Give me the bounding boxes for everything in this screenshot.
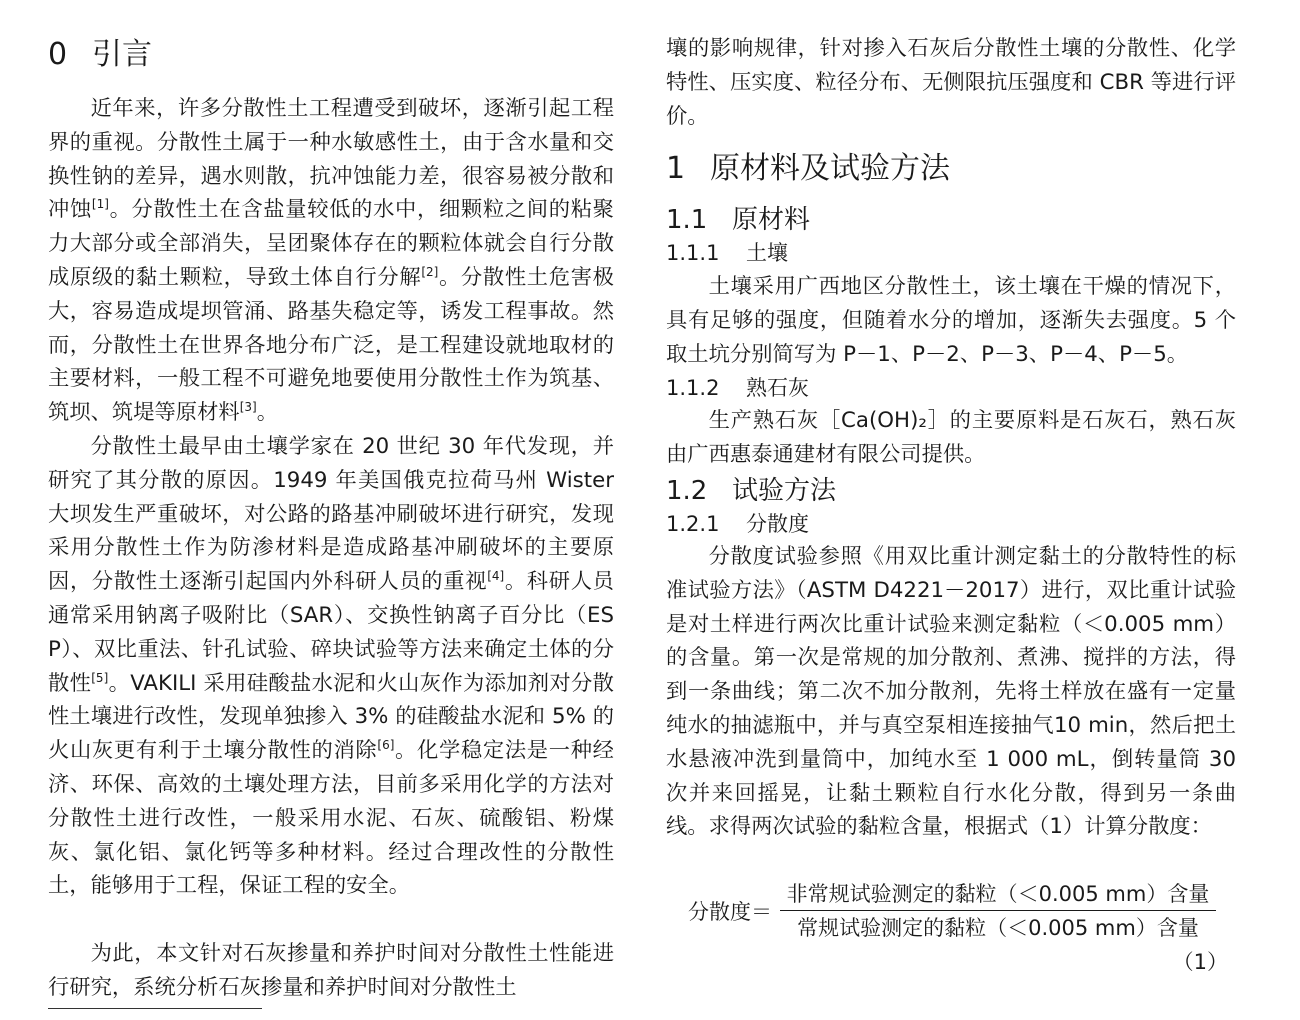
equation-numerator: 非常规试验测定的黏粒（＜0.005 mm）含量 (786, 882, 1210, 906)
subsection-heading-test-methods (666, 476, 836, 506)
paragraph-soil: 土壤采用广西地区分散性土，该土壤在干燥的情况下，具有足够的强度，但随着水分的增加，逐渐失去强度。5 个取土坑分别简写为 P－1、P－2、P－3、P－4、P－5。 (666, 274, 1236, 367)
citation-2: [2] (421, 264, 439, 279)
subsection-number: 1.1 (666, 205, 708, 235)
subsubsection-heading-soil (666, 240, 788, 266)
citation-4: [4] (487, 569, 505, 584)
subsubsection-title: 土壤 (746, 241, 788, 265)
citation-1: [1] (91, 197, 109, 212)
citation-3: [3] (239, 400, 257, 415)
paragraph-intro-3: 为此，本文针对石灰掺量和养护时间对分散性土性能进行研究，系统分析石灰掺量和养护时间对分散性土 (48, 941, 614, 1000)
section-number: 0 (48, 37, 68, 72)
section-number: 1 (666, 151, 686, 186)
subsection-heading-raw-materials (666, 205, 810, 235)
subsubsection-number: 1.1.1 (666, 241, 720, 265)
paragraph-continued: 壤的影响规律，针对掺入石灰后分散性土壤的分散性、化学特性、压实度、粒径分布、无侧限抗压强度和 CBR 等进行评价。 (666, 36, 1236, 129)
equation-denominator: 常规试验测定的黏粒（＜0.005 mm）含量 (797, 916, 1199, 940)
section-title: 原材料及试验方法 (710, 151, 950, 186)
citation-5: [5] (91, 670, 109, 685)
subsubsection-title: 分散度 (746, 512, 809, 536)
subsubsection-number: 1.2.1 (666, 512, 720, 536)
paragraph-intro-1: 近年来，许多分散性土工程遭受到破坏，逐渐引起工程界的重视。分散性土属于一种水敏感性土，由于含水量和交换性钠的差异，遇水则散，抗冲蚀能力差，很容易被分散和冲蚀[1]。分散性土在含盐量较低的水中，细颗粒之间的粘聚力大部分或全部消失，呈团聚体存在的颗粒体就会自行分散成原级的黏土颗粒，导致土体自行分解[2]。分散性土危害极大，容易造成堤坝管涌、路基失稳定等，诱发工程事故。然而，分散性土在世界各地分布广泛，是工程建设就地取材的主要材料，一般工程不可避免地要使用分散性土作为筑基、筑坝、筑堤等原材料[3]。 (48, 96, 614, 426)
citation-6: [6] (377, 738, 395, 753)
equation-number: （1） (1172, 950, 1228, 974)
paragraph-dispersion-method: 分散度试验参照《用双比重计测定黏土的分散特性的标准试验方法》（ASTM D4221－2017）进行，双比重计试验是对土样进行两次比重计试验来测定黏粒（＜0.005 mm）的含量。第一次是常规的加分散剂、煮沸、搅拌的方法，得到一条曲线；第二次不加分散剂，先将土样放在盛有一定量纯水的抽滤瓶中，并与真空泵相连接抽气10 min，然后把土水悬液冲洗到量筒中，加纯水至 1 000 mL，倒转量筒 30 次并来回摇晃，让黏土颗粒自行水化分散，得到另一条曲线。求得两次试验的黏粒含量，根据式（1）计算分散度： (666, 544, 1236, 840)
fraction-bar (780, 910, 1216, 911)
paragraph-hydrated-lime: 生产熟石灰［Ca(OH)₂］的主要原料是石灰石，熟石灰由广西惠泰通建材有限公司提供。 (666, 408, 1236, 467)
section-heading-materials-methods (666, 152, 950, 186)
subsection-title: 原材料 (732, 205, 811, 235)
section-title: 引言 (92, 37, 152, 72)
section-heading-introduction (48, 38, 152, 72)
subsection-title: 试验方法 (732, 476, 837, 506)
paragraph-intro-2: 分散性土最早由土壤学家在 20 世纪 30 年代发现，并研究了其分散的原因。1949 年美国俄克拉荷马州 Wister 大坝发生严重破坏，对公路的路基冲刷破坏进行研究，发现采用分散性土作为防渗材料是造成路基冲刷破坏的主要原因，分散性土逐渐引起国内外科研人员的重视[4]。科研人员通常采用钠离子吸附比（SAR）、交换性钠离子百分比（ESP）、双比重法、针孔试验、碎块试验等方法来确定土体的分散性[5]。VAKILI 采用硅酸盐水泥和火山灰作为添加剂对分散性土壤进行改性，发现单独掺入 3% 的硅酸盐水泥和 5% 的火山灰更有利于土壤分散性的消除[6]。化学稳定法是一种经济、环保、高效的土壤处理方法，目前多采用化学的方法对分散性土进行改性，一般采用水泥、石灰、硫酸铝、粉煤灰、氯化铝、氯化钙等多种材料。经过合理改性的分散性土，能够用于工程，保证工程的安全。 (48, 434, 614, 899)
equation-lhs: 分散度＝ (688, 900, 772, 924)
subsubsection-heading-dispersion (666, 511, 809, 537)
equation-fraction (780, 880, 1216, 942)
subsubsection-heading-hydrated-lime (666, 375, 809, 401)
subsubsection-title: 熟石灰 (746, 376, 809, 400)
subsubsection-number: 1.1.2 (666, 376, 720, 400)
subsection-number: 1.2 (666, 476, 708, 506)
footnote-divider (48, 1008, 262, 1009)
